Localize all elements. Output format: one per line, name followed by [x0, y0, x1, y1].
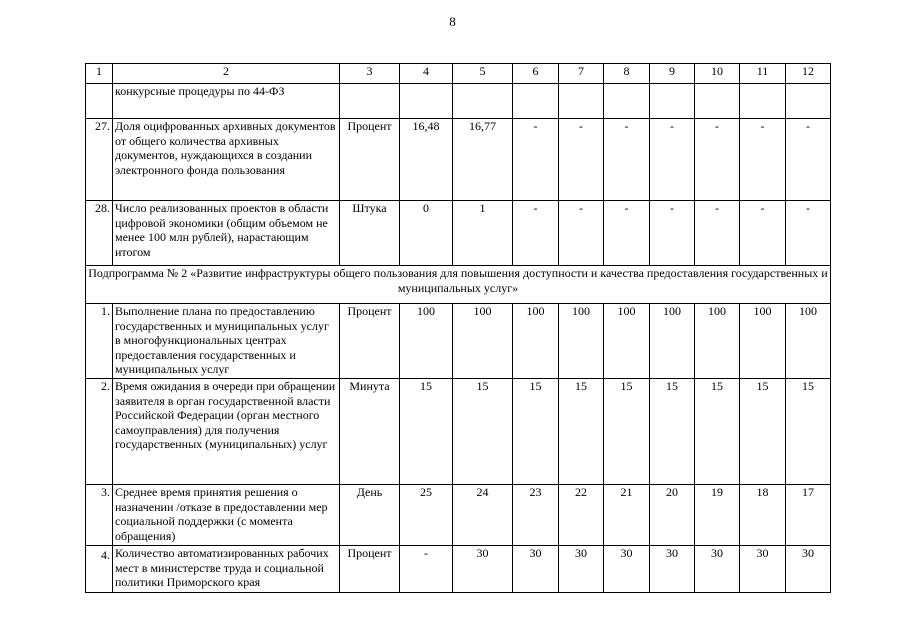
header-cell: 10 — [695, 64, 740, 84]
value-cell: - — [559, 201, 604, 266]
row-number: 28. — [86, 201, 113, 266]
value-cell — [604, 84, 650, 119]
value-cell: 30 — [695, 546, 740, 593]
value-cell: 16,77 — [453, 119, 513, 201]
value-cell: 1 — [453, 201, 513, 266]
value-cell: 15 — [559, 379, 604, 485]
value-cell: - — [650, 201, 695, 266]
value-cell: - — [513, 119, 559, 201]
page-number: 8 — [449, 14, 456, 29]
value-cell: 20 — [650, 485, 695, 546]
unit-cell: Процент — [340, 304, 400, 379]
value-cell: 25 — [400, 485, 453, 546]
unit-cell: Штука — [340, 201, 400, 266]
value-cell: 30 — [453, 546, 513, 593]
value-cell: 0 — [400, 201, 453, 266]
value-cell — [695, 84, 740, 119]
row-number: 2. — [86, 379, 113, 485]
value-cell: 100 — [650, 304, 695, 379]
header-cell: 11 — [740, 64, 786, 84]
subprogram-row — [86, 266, 831, 304]
indicator-name: Выполнение плана по предоставлению государственных и муниципальных услуг в многофункциональных центрах предоставления государственных и муниципальных услуг — [113, 304, 340, 379]
indicator-name: Количество автоматизированных рабочих мест в министерстве труда и социальной политики Приморского края — [113, 546, 340, 593]
value-cell — [786, 84, 831, 119]
header-cell: 8 — [604, 64, 650, 84]
header-row — [86, 64, 831, 84]
table-row — [86, 304, 831, 379]
value-cell: 15 — [513, 379, 559, 485]
unit-cell: Процент — [340, 546, 400, 593]
value-cell — [513, 84, 559, 119]
value-cell: 15 — [695, 379, 740, 485]
value-cell: - — [513, 201, 559, 266]
value-cell: 24 — [453, 485, 513, 546]
value-cell: 30 — [559, 546, 604, 593]
row-number: 4. — [86, 546, 113, 593]
value-cell: 30 — [513, 546, 559, 593]
header-cell: 12 — [786, 64, 831, 84]
value-cell: 100 — [453, 304, 513, 379]
header-cell: 3 — [340, 64, 400, 84]
value-cell — [400, 84, 453, 119]
value-cell: 15 — [650, 379, 695, 485]
header-cell: 7 — [559, 64, 604, 84]
row-number: 3. — [86, 485, 113, 546]
row-number: 27. — [86, 119, 113, 201]
value-cell — [453, 84, 513, 119]
value-cell: 18 — [740, 485, 786, 546]
value-cell: 100 — [740, 304, 786, 379]
indicator-name: Время ожидания в очереди при обращении заявителя в орган государственной власти Российской Федерации (орган местного самоуправления) для получения государственных (муниципальных) услуг — [113, 379, 340, 485]
value-cell: 100 — [559, 304, 604, 379]
value-cell: 30 — [740, 546, 786, 593]
header-cell: 5 — [453, 64, 513, 84]
value-cell: 30 — [604, 546, 650, 593]
unit-cell — [340, 84, 400, 119]
indicator-name: конкурсные процедуры по 44-ФЗ — [113, 84, 340, 119]
value-cell: 15 — [400, 379, 453, 485]
value-cell: 22 — [559, 485, 604, 546]
value-cell — [650, 84, 695, 119]
value-cell: - — [604, 201, 650, 266]
indicator-name: Число реализованных проектов в области цифровой экономики (общим объемом не менее 100 млн рублей), нарастающим итогом — [113, 201, 340, 266]
indicators-table — [85, 63, 831, 593]
value-cell: 100 — [513, 304, 559, 379]
subprogram-title: Подпрограмма № 2 «Развитие инфраструктуры общего пользования для повышения доступности и качества предоставления государственных и муниципальных услуг» — [86, 266, 831, 304]
header-cell: 2 — [113, 64, 340, 84]
value-cell: 21 — [604, 485, 650, 546]
value-cell: 17 — [786, 485, 831, 546]
value-cell: 15 — [604, 379, 650, 485]
value-cell: - — [604, 119, 650, 201]
value-cell: 30 — [786, 546, 831, 593]
continuation-row — [86, 84, 831, 119]
table-row — [86, 119, 831, 201]
value-cell: - — [695, 201, 740, 266]
value-cell: 100 — [786, 304, 831, 379]
indicator-name: Доля оцифрованных архивных документов от общего количества архивных документов, нуждающихся в создании электронного фонда пользования — [113, 119, 340, 201]
header-cell: 9 — [650, 64, 695, 84]
value-cell: - — [559, 119, 604, 201]
header-cell: 4 — [400, 64, 453, 84]
value-cell: 23 — [513, 485, 559, 546]
table-row — [86, 379, 831, 485]
value-cell: - — [650, 119, 695, 201]
unit-cell: День — [340, 485, 400, 546]
unit-cell: Минута — [340, 379, 400, 485]
value-cell: - — [740, 201, 786, 266]
value-cell: - — [695, 119, 740, 201]
value-cell: - — [786, 119, 831, 201]
value-cell: 16,48 — [400, 119, 453, 201]
unit-cell: Процент — [340, 119, 400, 201]
value-cell: - — [400, 546, 453, 593]
value-cell: - — [740, 119, 786, 201]
value-cell — [559, 84, 604, 119]
indicator-name: Среднее время принятия решения о назначении /отказе в предоставлении мер социальной поддержки (с момента обращения) — [113, 485, 340, 546]
value-cell: 15 — [740, 379, 786, 485]
table-row — [86, 201, 831, 266]
row-number — [86, 84, 113, 119]
value-cell: 15 — [786, 379, 831, 485]
value-cell: 100 — [604, 304, 650, 379]
value-cell: 100 — [400, 304, 453, 379]
value-cell: 100 — [695, 304, 740, 379]
value-cell: 15 — [453, 379, 513, 485]
row-number: 1. — [86, 304, 113, 379]
header-cell: 1 — [86, 64, 113, 84]
table-row — [86, 546, 831, 593]
value-cell — [740, 84, 786, 119]
value-cell: 19 — [695, 485, 740, 546]
value-cell: 30 — [650, 546, 695, 593]
header-cell: 6 — [513, 64, 559, 84]
value-cell: - — [786, 201, 831, 266]
table-row — [86, 485, 831, 546]
